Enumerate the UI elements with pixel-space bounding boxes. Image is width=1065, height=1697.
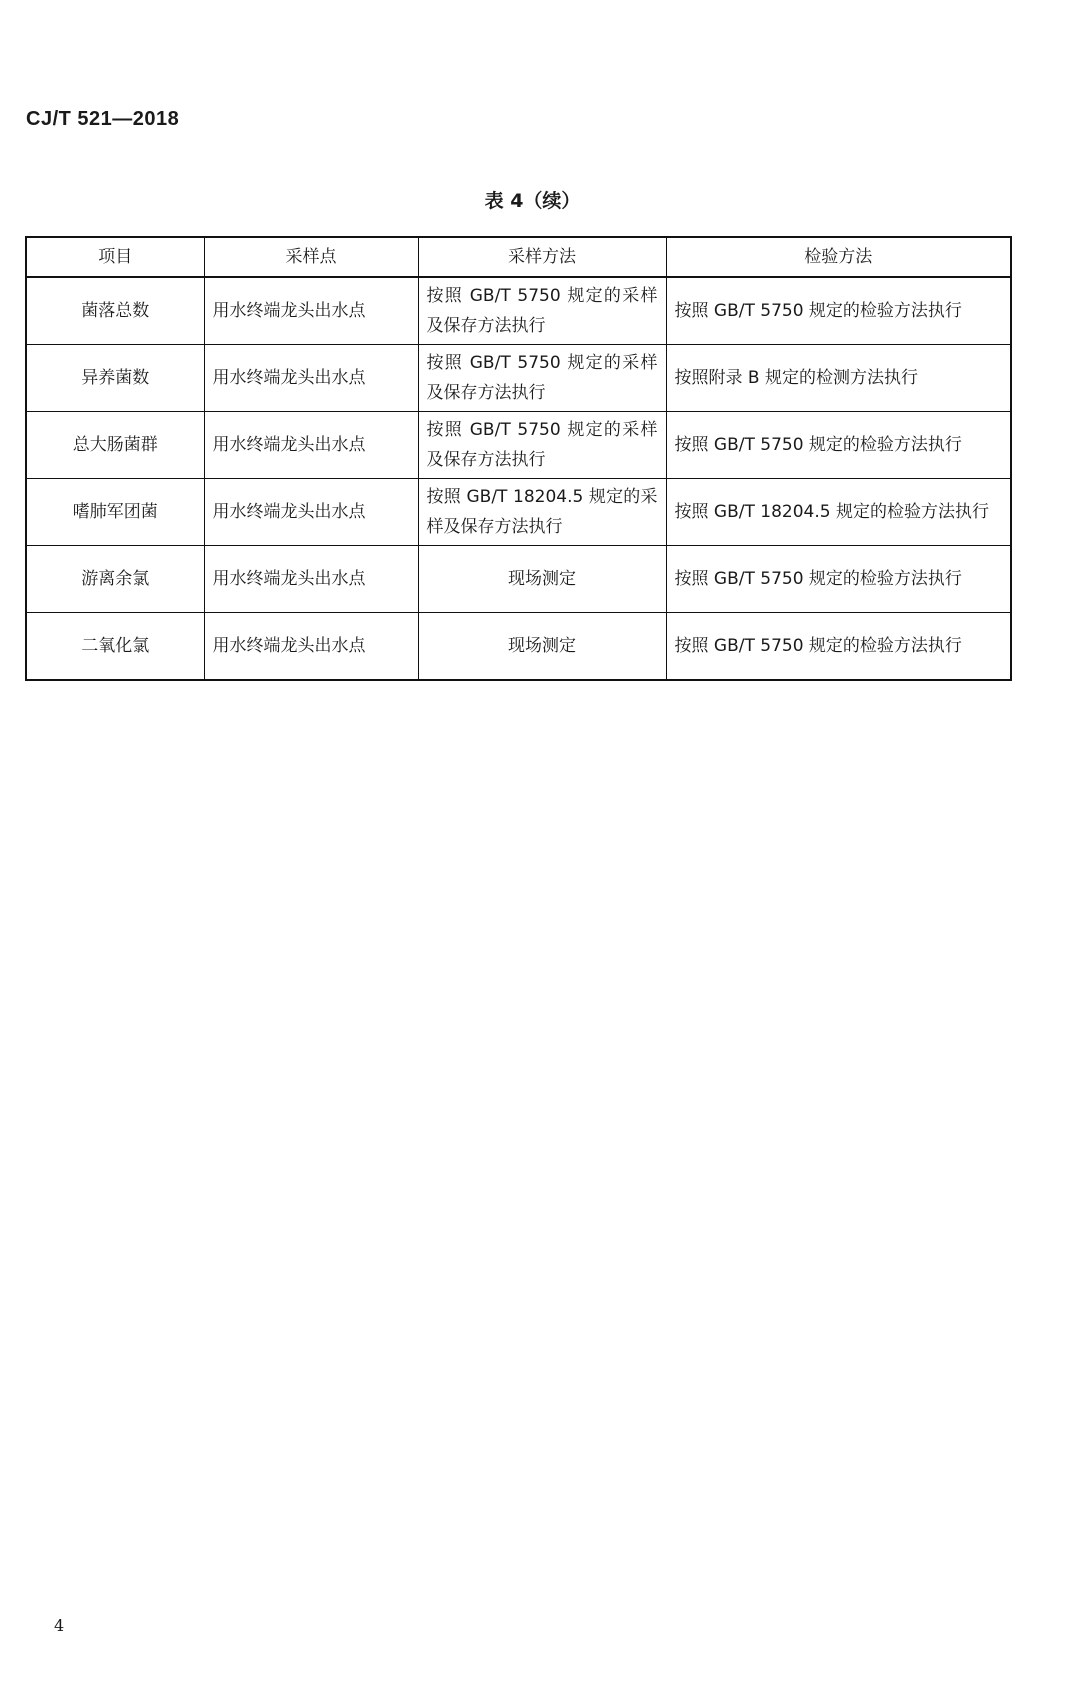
cell-testing-method: 按照 GB/T 5750 规定的检验方法执行 xyxy=(666,412,1011,479)
cell-sampling-method: 按照 GB/T 5750 规定的采样及保存方法执行 xyxy=(418,412,666,479)
column-header-sampling-point: 采样点 xyxy=(204,237,418,277)
cell-sampling-point: 用水终端龙头出水点 xyxy=(204,546,418,613)
table-row xyxy=(26,277,1011,345)
cell-sampling-point: 用水终端龙头出水点 xyxy=(204,412,418,479)
column-header-testing-method: 检验方法 xyxy=(666,237,1011,277)
table-row xyxy=(26,345,1011,412)
cell-sampling-method: 按照 GB/T 18204.5 规定的采样及保存方法执行 xyxy=(418,479,666,546)
cell-sampling-point: 用水终端龙头出水点 xyxy=(204,613,418,681)
cell-testing-method: 按照附录 B 规定的检测方法执行 xyxy=(666,345,1011,412)
table-caption: 表 4（续） xyxy=(484,190,581,212)
cell-sampling-method: 按照 GB/T 5750 规定的采样及保存方法执行 xyxy=(418,277,666,345)
table-header-row xyxy=(26,237,1011,277)
cell-item: 异养菌数 xyxy=(26,345,204,412)
cell-sampling-point: 用水终端龙头出水点 xyxy=(204,345,418,412)
table-row xyxy=(26,479,1011,546)
column-header-item: 项目 xyxy=(26,237,204,277)
cell-sampling-method: 现场测定 xyxy=(418,613,666,681)
cell-sampling-method: 按照 GB/T 5750 规定的采样及保存方法执行 xyxy=(418,345,666,412)
cell-item: 游离余氯 xyxy=(26,546,204,613)
cell-sampling-point: 用水终端龙头出水点 xyxy=(204,277,418,345)
cell-item: 菌落总数 xyxy=(26,277,204,345)
cell-testing-method: 按照 GB/T 5750 规定的检验方法执行 xyxy=(666,613,1011,681)
cell-item: 总大肠菌群 xyxy=(26,412,204,479)
cell-item: 二氧化氯 xyxy=(26,613,204,681)
cell-testing-method: 按照 GB/T 5750 规定的检验方法执行 xyxy=(666,546,1011,613)
cell-item: 嗜肺军团菌 xyxy=(26,479,204,546)
cell-testing-method: 按照 GB/T 5750 规定的检验方法执行 xyxy=(666,277,1011,345)
table-row xyxy=(26,546,1011,613)
page-number: 4 xyxy=(54,1616,65,1635)
cell-sampling-method: 现场测定 xyxy=(418,546,666,613)
inspection-table xyxy=(25,236,1012,681)
standard-code: CJ/T 521—2018 xyxy=(26,108,180,130)
cell-testing-method: 按照 GB/T 18204.5 规定的检验方法执行 xyxy=(666,479,1011,546)
table-row xyxy=(26,412,1011,479)
table-row xyxy=(26,613,1011,681)
cell-sampling-point: 用水终端龙头出水点 xyxy=(204,479,418,546)
column-header-sampling-method: 采样方法 xyxy=(418,237,666,277)
